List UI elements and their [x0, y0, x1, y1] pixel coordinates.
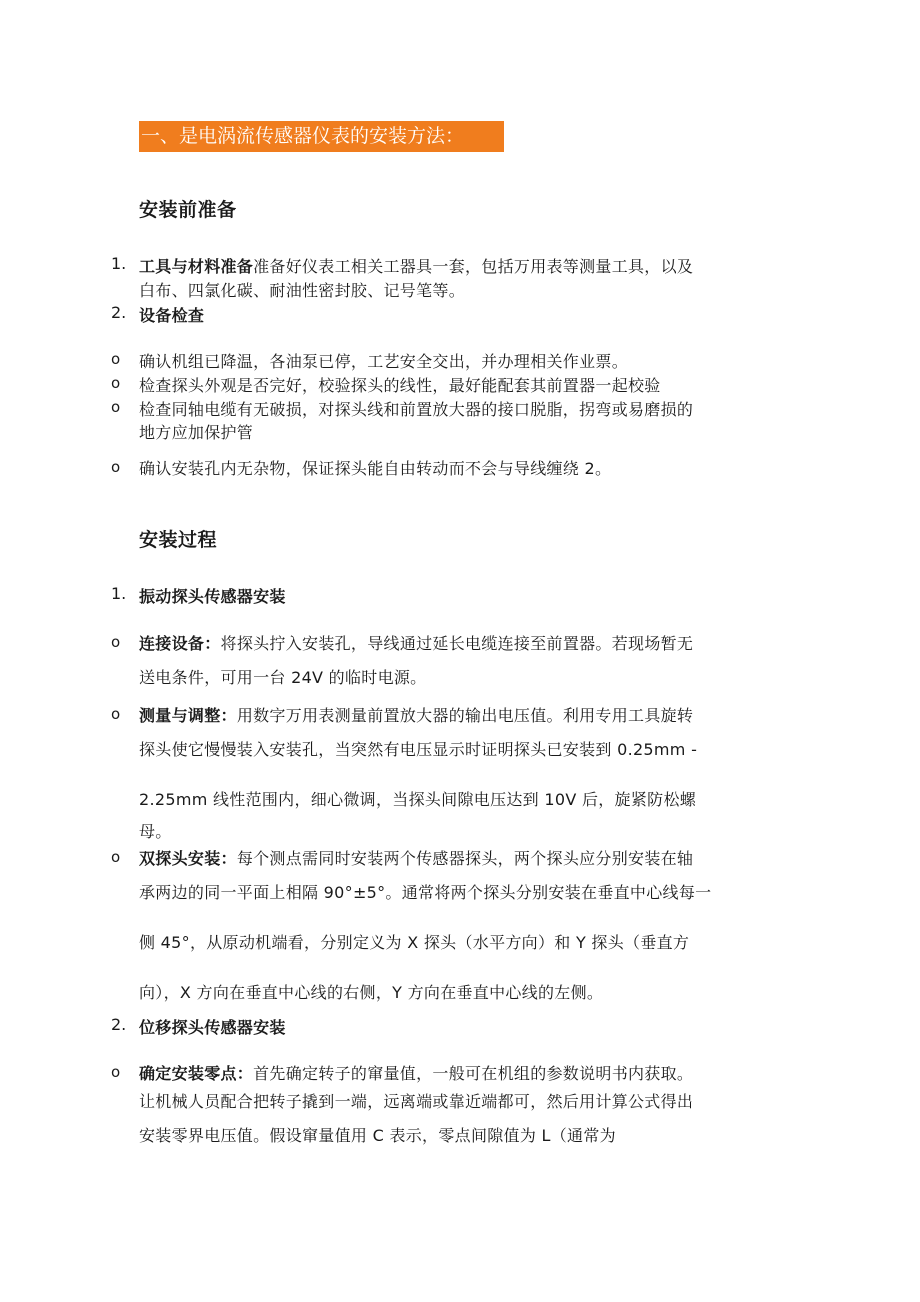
bullet-bold: 连接设备： — [139, 634, 221, 653]
bullet-text-cont: 送电条件，可用一台 24V 的临时电源。 — [139, 668, 427, 687]
bullet-mark: o — [111, 374, 121, 392]
bullet-text: 用数字万用表测量前置放大器的输出电压值。利用专用工具旋转 — [236, 706, 694, 725]
bullet-bold: 双探头安装： — [139, 849, 237, 868]
list-item-displacement-probe: 位移探头传感器安装 — [139, 1018, 286, 1037]
list-number: 2. — [111, 1015, 127, 1034]
list-item-tools — [139, 254, 693, 277]
bullet-text: 确认安装孔内无杂物，保证探头能自由转动而不会与导线缠绕 2。 — [139, 459, 612, 478]
list-number: 1. — [111, 254, 127, 273]
bullet-mark: o — [111, 350, 121, 368]
bullet-text: 确认机组已降温，各油泵已停，工艺安全交出，并办理相关作业票。 — [139, 352, 629, 371]
bullet-text-cont: 侧 45°，从原动机端看，分别定义为 X 探头（水平方向）和 Y 探头（垂直方 — [139, 933, 690, 952]
bullet-text: 每个测点需同时安装两个传感器探头，两个探头应分别安装在轴 — [236, 849, 694, 868]
list-item-bold: 工具与材料准备 — [139, 257, 254, 276]
bullet-text: 检查同轴电缆有无破损，对探头线和前置放大器的接口脱脂，拐弯或易磨损的 — [139, 400, 694, 419]
list-item-text: 准备好仪表工相关工器具一套，包括万用表等测量工具，以及 — [253, 257, 694, 276]
bullet-text-cont: 地方应加保护管 — [139, 423, 254, 442]
bullet-text: 将探头拧入安装孔，导线通过延长电缆连接至前置器。若现场暂无 — [220, 634, 694, 653]
bullet-text-cont: 2.25mm 线性范围内，细心微调，当探头间隙电压达到 10V 后，旋紧防松螺 — [139, 790, 697, 809]
bullet-mark: o — [111, 398, 121, 416]
bullet-text: 检查探头外观是否完好，校验探头的线性，最好能配套其前置器一起校验 — [139, 376, 661, 395]
bullet-mark: o — [111, 633, 121, 651]
bullet-bold: 测量与调整： — [139, 706, 237, 725]
section-title-preparation: 安装前准备 — [139, 199, 237, 221]
bullet-text-cont: 探头使它慢慢装入安装孔，当突然有电压显示时证明探头已安装到 0.25mm - — [139, 740, 698, 759]
bullet-connect-equipment — [139, 631, 693, 654]
list-number: 2. — [111, 303, 127, 322]
main-heading: 一、是电涡流传感器仪表的安装方法： — [139, 121, 504, 152]
bullet-text-cont: 让机械人员配合把转子撬到一端，远离端或靠近端都可，然后用计算公式得出 — [139, 1092, 694, 1111]
list-number: 1. — [111, 584, 127, 603]
bullet-text-cont: 母。 — [139, 822, 172, 841]
list-item-text-cont: 白布、四氯化碳、耐油性密封胶、记号笔等。 — [139, 281, 466, 300]
section-title-installation: 安装过程 — [139, 529, 218, 551]
bullet-measure-adjust — [139, 703, 693, 726]
bullet-mark: o — [111, 705, 121, 723]
bullet-mark: o — [111, 1063, 121, 1081]
bullet-mark: o — [111, 848, 121, 866]
bullet-dual-probe — [139, 846, 693, 869]
bullet-zero-point — [139, 1061, 693, 1084]
bullet-bold: 确定安装零点： — [139, 1064, 254, 1083]
list-item-vibration-probe: 振动探头传感器安装 — [139, 587, 286, 606]
bullet-text-cont: 承两边的同一平面上相隔 90°±5°。通常将两个探头分别安装在垂直中心线每一 — [139, 883, 712, 902]
list-item-equipment-check: 设备检查 — [139, 306, 205, 325]
bullet-text-cont: 安装零界电压值。假设窜量值用 C 表示，零点间隙值为 L（通常为 — [139, 1126, 616, 1145]
bullet-text: 首先确定转子的窜量值，一般可在机组的参数说明书内获取。 — [253, 1064, 694, 1083]
bullet-mark: o — [111, 458, 121, 476]
bullet-text-cont: 向），X 方向在垂直中心线的右侧，Y 方向在垂直中心线的左侧。 — [139, 983, 604, 1002]
